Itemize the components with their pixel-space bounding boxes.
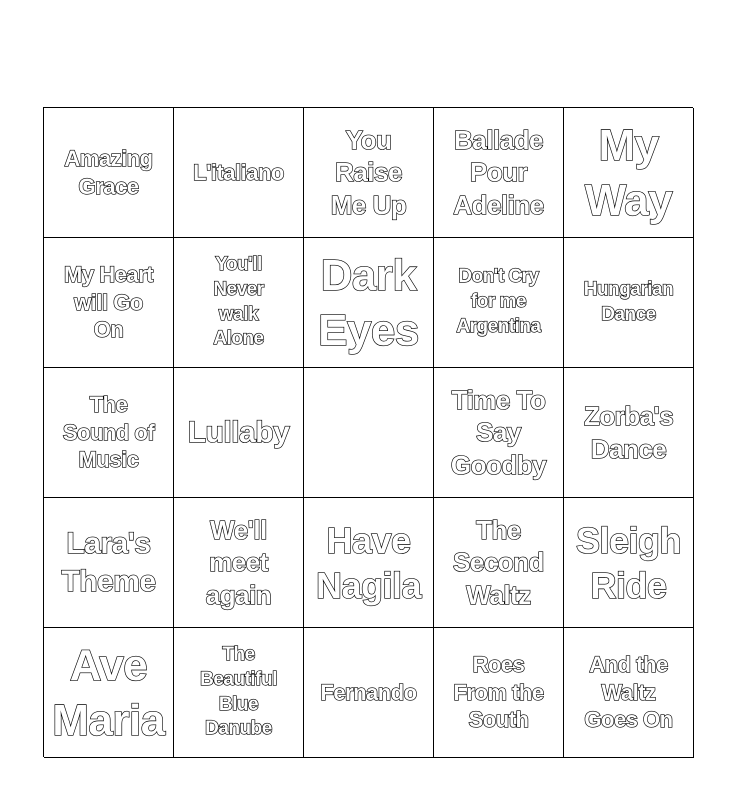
cell-label: Hungarian Dance [583, 278, 674, 325]
bingo-cell[interactable] [564, 498, 694, 628]
bingo-cell[interactable] [174, 498, 304, 628]
bingo-cell[interactable] [44, 238, 174, 368]
bingo-cell[interactable] [174, 628, 304, 758]
bingo-cell[interactable] [304, 238, 434, 368]
cell-label: We'll meet again [205, 514, 272, 610]
cell-label: You Raise Me Up [330, 124, 407, 220]
bingo-cell[interactable] [434, 108, 564, 238]
bingo-cell[interactable] [174, 368, 304, 498]
cell-label: And the Waltz Goes On [584, 652, 673, 733]
cell-label: My Heart will Go On [64, 262, 153, 343]
cell-label: Lullaby [187, 415, 290, 449]
cell-label: The Sound of Music [62, 392, 155, 473]
bingo-cell[interactable] [564, 238, 694, 368]
bingo-cell[interactable] [44, 368, 174, 498]
bingo-cell[interactable] [44, 628, 174, 758]
bingo-cell[interactable] [304, 108, 434, 238]
cell-label: Fernando [320, 679, 417, 705]
cell-label: Roes From the South [453, 652, 544, 733]
bingo-cell[interactable] [304, 498, 434, 628]
cell-label: My Way [584, 120, 673, 225]
bingo-cell[interactable] [564, 628, 694, 758]
cell-label: Have Nagila [315, 519, 422, 606]
bingo-cell[interactable] [44, 498, 174, 628]
bingo-cell[interactable] [44, 108, 174, 238]
cell-label: Don't Cry for me Argentina [456, 266, 541, 337]
free-space-cell[interactable] [304, 368, 434, 498]
cell-label: You'll Never walk Alone [213, 254, 264, 350]
bingo-cell[interactable] [564, 108, 694, 238]
cell-label: Amazing Grace [64, 146, 153, 199]
cell-label: Zorba's Dance [583, 401, 674, 464]
bingo-cell[interactable] [434, 628, 564, 758]
bingo-cell[interactable] [174, 238, 304, 368]
cell-label: Time To Say Goodby [450, 384, 547, 480]
cell-label: Dark Eyes [318, 250, 419, 355]
bingo-cell[interactable] [564, 368, 694, 498]
cell-label: The Second Waltz [453, 514, 544, 610]
bingo-cell[interactable] [434, 368, 564, 498]
bingo-cell[interactable] [434, 498, 564, 628]
bingo-cell[interactable] [434, 238, 564, 368]
cell-label: Sleigh Ride [575, 519, 682, 606]
bingo-cell[interactable] [174, 108, 304, 238]
cell-label: L'italiano [193, 159, 284, 185]
cell-label: Lara's Theme [61, 527, 156, 598]
bingo-board [43, 107, 693, 757]
bingo-cell[interactable] [304, 628, 434, 758]
cell-label: The Beautiful Blue Danube [200, 644, 277, 740]
cell-label: Ballade Pour Adeline [453, 124, 544, 220]
cell-label: Ave Maria [52, 640, 165, 745]
